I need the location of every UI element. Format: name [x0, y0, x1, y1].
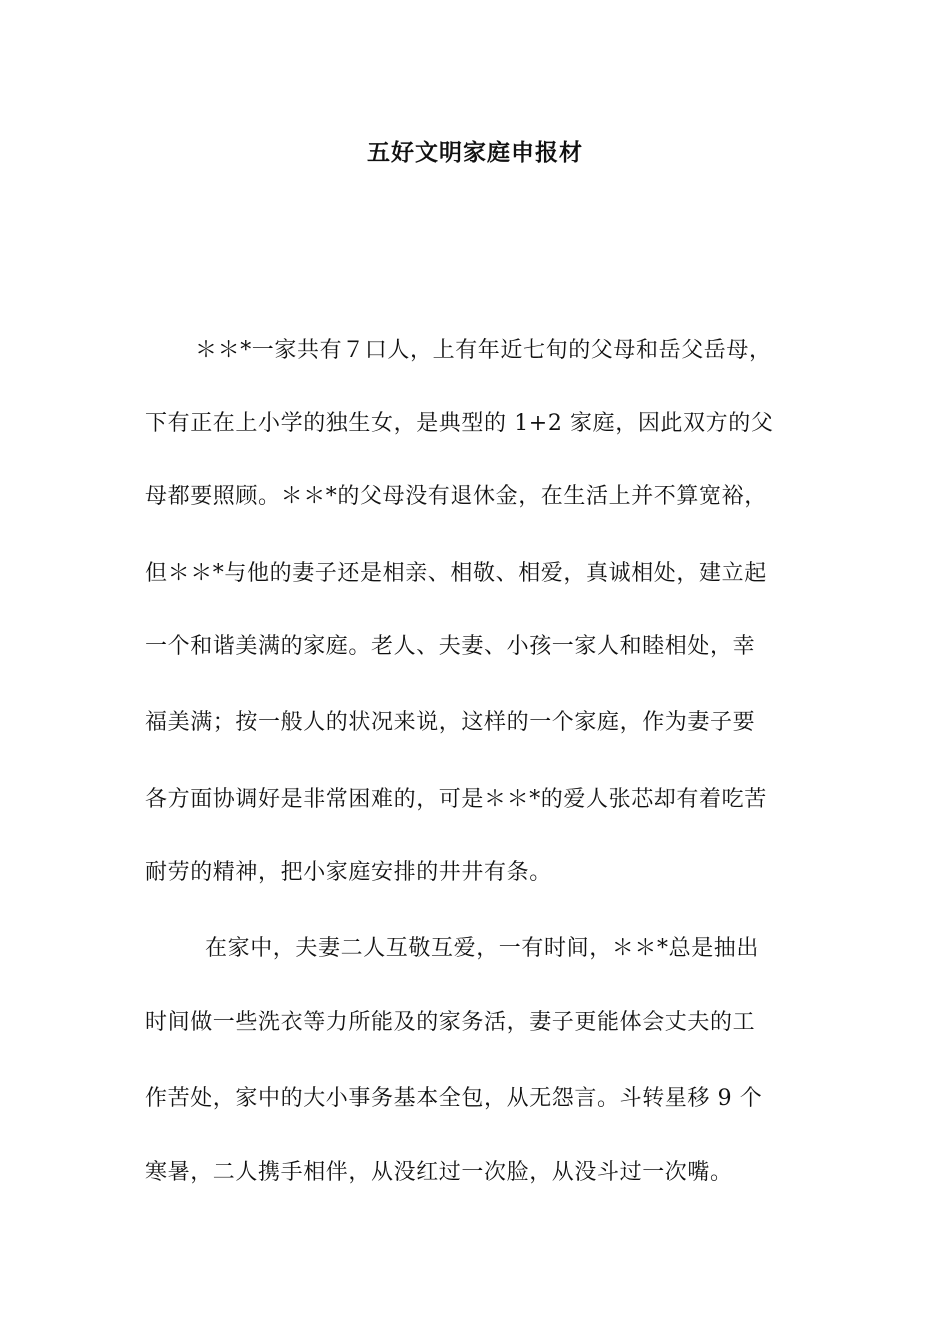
text-line: 福美满；按一般人的状况来说，这样的一个家庭，作为妻子要: [145, 710, 756, 735]
text-line: 但＊＊*与他的妻子还是相亲、相敬、相爱，真诚相处，建立起: [145, 561, 767, 586]
text-line: 各方面协调好是非常困难的，可是＊＊*的爱人张芯却有着吃苦: [145, 787, 767, 812]
text-line: 下有正在上小学的独生女，是典型的 1+2 家庭，因此双方的父: [145, 411, 774, 436]
document-title: 五好文明家庭申报材: [367, 140, 583, 166]
text-line: 母都要照顾。＊＊*的父母没有退休金，在生活上并不算宽裕，: [145, 484, 767, 509]
text-line: 寒暑，二人携手相伴，从没红过一次脸，从没斗过一次嘴。: [145, 1160, 733, 1185]
text-line: 一个和谐美满的家庭。老人、夫妻、小孩一家人和睦相处，幸: [145, 634, 756, 659]
text-line: 在家中，夫妻二人互敬互爱，一有时间，＊＊*总是抽出: [205, 936, 760, 961]
text-line: ＊＊*一家共有７口人，上有年近七旬的父母和岳父岳母，: [195, 338, 772, 363]
text-line: 耐劳的精神，把小家庭安排的井井有条。: [145, 860, 552, 885]
text-line: 时间做一些洗衣等力所能及的家务活，妻子更能体会丈夫的工: [145, 1010, 756, 1035]
text-line: 作苦处，家中的大小事务基本全包，从无怨言。斗转星移 9 个: [145, 1086, 763, 1111]
